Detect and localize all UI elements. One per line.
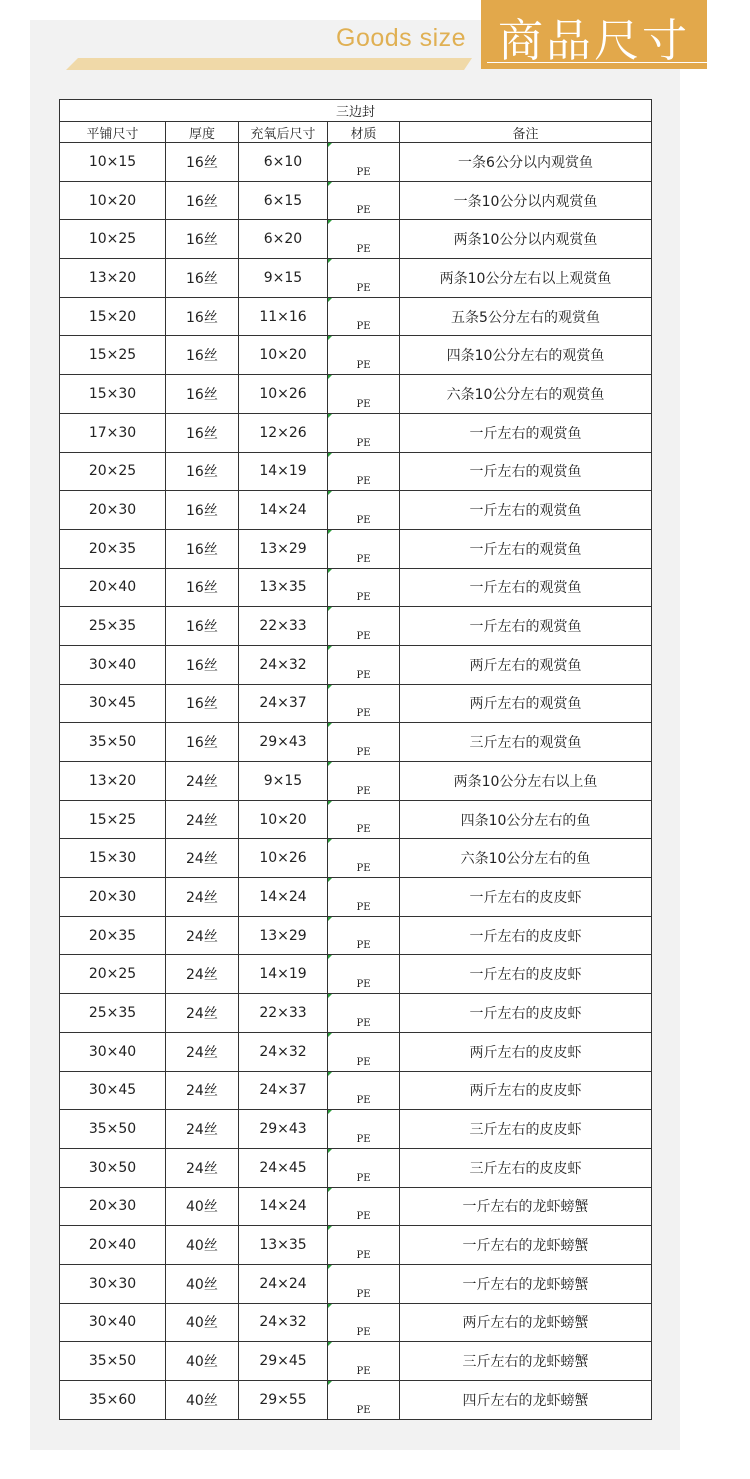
cell-thickness: 40丝: [166, 1187, 239, 1226]
material-label: PE: [356, 1017, 371, 1029]
cell-material: [328, 1148, 400, 1187]
cell-material: [328, 762, 400, 801]
cell-inflated-size: 29×43: [239, 723, 328, 762]
cell-notes: 四条10公分左右的鱼: [400, 800, 652, 839]
cell-inflated-size: 14×24: [239, 878, 328, 917]
cell-material: [328, 684, 400, 723]
cell-flat-size: 35×50: [60, 1342, 166, 1381]
cell-inflated-size: 6×20: [239, 220, 328, 259]
material-label: PE: [356, 630, 371, 642]
cell-thickness: 24丝: [166, 1110, 239, 1149]
cell-flat-size: 20×40: [60, 1226, 166, 1265]
header-material: 材质: [328, 122, 400, 143]
cell-corner-marker: [328, 1381, 332, 1385]
cell-thickness: 40丝: [166, 1381, 239, 1420]
cell-inflated-size: 13×35: [239, 568, 328, 607]
section-title-chinese: 商品尺寸: [497, 14, 690, 67]
material-label: PE: [356, 824, 371, 836]
cell-flat-size: 13×20: [60, 259, 166, 298]
table-caption: 三边封: [60, 100, 652, 122]
table-row: [60, 336, 652, 375]
cell-material: [328, 375, 400, 414]
material-label: PE: [356, 553, 371, 565]
cell-inflated-size: 24×32: [239, 1032, 328, 1071]
cell-notes: 两斤左右的龙虾螃蟹: [400, 1303, 652, 1342]
table-row: [60, 800, 652, 839]
material-label: PE: [356, 1366, 371, 1377]
cell-notes: 两斤左右的观赏鱼: [400, 684, 652, 723]
cell-flat-size: 15×20: [60, 297, 166, 336]
cell-flat-size: 10×25: [60, 220, 166, 259]
cell-flat-size: 20×30: [60, 1187, 166, 1226]
cell-corner-marker: [328, 336, 332, 340]
cell-thickness: 24丝: [166, 1071, 239, 1110]
cell-flat-size: 30×50: [60, 1148, 166, 1187]
cell-material: [328, 336, 400, 375]
cell-material: [328, 800, 400, 839]
cell-material: [328, 916, 400, 955]
cell-thickness: 24丝: [166, 994, 239, 1033]
cell-flat-size: 20×25: [60, 452, 166, 491]
cell-inflated-size: 29×45: [239, 1342, 328, 1381]
material-label: PE: [356, 166, 371, 178]
cell-inflated-size: 12×26: [239, 413, 328, 452]
cell-notes: 一斤左右的皮皮虾: [400, 994, 652, 1033]
cell-inflated-size: 13×29: [239, 916, 328, 955]
section-title-english: Goods size: [336, 24, 467, 52]
cell-corner-marker: [328, 491, 332, 495]
cell-notes: 四斤左右的龙虾螃蟹: [400, 1381, 652, 1420]
cell-corner-marker: [328, 646, 332, 650]
cell-inflated-size: 10×26: [239, 375, 328, 414]
cell-corner-marker: [328, 259, 332, 263]
header-thickness: 厚度: [166, 122, 239, 143]
cell-material: [328, 297, 400, 336]
cell-notes: 三斤左右的皮皮虾: [400, 1148, 652, 1187]
cell-notes: 一斤左右的龙虾螃蟹: [400, 1264, 652, 1303]
cell-notes: 一斤左右的龙虾螃蟹: [400, 1226, 652, 1265]
cell-thickness: 16丝: [166, 568, 239, 607]
cell-thickness: 16丝: [166, 413, 239, 452]
cell-corner-marker: [328, 1265, 332, 1269]
cell-flat-size: 35×60: [60, 1381, 166, 1420]
material-label: PE: [356, 244, 371, 256]
cell-material: [328, 1381, 400, 1420]
cell-corner-marker: [328, 530, 332, 534]
table-row: [60, 607, 652, 646]
material-label: PE: [356, 1133, 371, 1145]
cell-thickness: 40丝: [166, 1303, 239, 1342]
cell-inflated-size: 14×19: [239, 452, 328, 491]
cell-material: [328, 220, 400, 259]
cell-flat-size: 30×40: [60, 1303, 166, 1342]
cell-thickness: 16丝: [166, 452, 239, 491]
table-row: [60, 684, 652, 723]
cell-material: [328, 491, 400, 530]
cell-notes: 一条10公分以内观赏鱼: [400, 181, 652, 220]
cell-corner-marker: [328, 414, 332, 418]
table-row: [60, 1110, 652, 1149]
cell-flat-size: 15×30: [60, 839, 166, 878]
table-row: [60, 220, 652, 259]
cell-thickness: 16丝: [166, 375, 239, 414]
material-label: PE: [356, 282, 371, 294]
cell-flat-size: 15×25: [60, 336, 166, 375]
cell-notes: 三斤左右的皮皮虾: [400, 1110, 652, 1149]
table-row: [60, 1226, 652, 1265]
cell-flat-size: 20×40: [60, 568, 166, 607]
cell-thickness: 16丝: [166, 723, 239, 762]
cell-inflated-size: 24×45: [239, 1148, 328, 1187]
cell-material: [328, 413, 400, 452]
cell-corner-marker: [328, 1149, 332, 1153]
cell-flat-size: 20×30: [60, 878, 166, 917]
cell-material: [328, 878, 400, 917]
cell-material: [328, 723, 400, 762]
material-label: PE: [356, 785, 371, 797]
cell-flat-size: 10×20: [60, 181, 166, 220]
cell-material: [328, 568, 400, 607]
cell-flat-size: 30×40: [60, 645, 166, 684]
table-row: [60, 297, 652, 336]
cell-flat-size: 20×25: [60, 955, 166, 994]
material-label: PE: [356, 514, 371, 526]
cell-inflated-size: 11×16: [239, 297, 328, 336]
material-label: PE: [356, 1288, 371, 1300]
cell-corner-marker: [328, 182, 332, 186]
cell-notes: 两条10公分左右以上鱼: [400, 762, 652, 801]
table-row: [60, 994, 652, 1033]
cell-inflated-size: 22×33: [239, 607, 328, 646]
cell-corner-marker: [328, 607, 332, 611]
cell-material: [328, 645, 400, 684]
material-label: PE: [356, 1056, 371, 1068]
cell-notes: 一斤左右的皮皮虾: [400, 878, 652, 917]
material-label: PE: [356, 321, 371, 333]
header-inflated-size: 充氧后尺寸: [239, 122, 328, 143]
cell-material: [328, 839, 400, 878]
cell-thickness: 16丝: [166, 491, 239, 530]
cell-notes: 六条10公分左右的鱼: [400, 839, 652, 878]
cell-corner-marker: [328, 298, 332, 302]
cell-notes: 五条5公分左右的观赏鱼: [400, 297, 652, 336]
cell-flat-size: 30×30: [60, 1264, 166, 1303]
cell-inflated-size: 29×43: [239, 1110, 328, 1149]
cell-inflated-size: 10×20: [239, 800, 328, 839]
material-label: PE: [356, 708, 371, 720]
cell-corner-marker: [328, 839, 332, 843]
cell-thickness: 40丝: [166, 1342, 239, 1381]
cell-corner-marker: [328, 994, 332, 998]
cell-material: [328, 1226, 400, 1265]
cell-corner-marker: [328, 220, 332, 224]
cell-flat-size: 30×40: [60, 1032, 166, 1071]
material-label: PE: [356, 1211, 371, 1223]
cell-material: [328, 1071, 400, 1110]
cell-material: [328, 607, 400, 646]
cell-flat-size: 25×35: [60, 994, 166, 1033]
table-row: [60, 645, 652, 684]
cell-thickness: 24丝: [166, 878, 239, 917]
cell-thickness: 16丝: [166, 529, 239, 568]
material-label: PE: [356, 592, 371, 604]
cell-thickness: 16丝: [166, 220, 239, 259]
cell-inflated-size: 22×33: [239, 994, 328, 1033]
cell-inflated-size: 13×35: [239, 1226, 328, 1265]
cell-notes: 一斤左右的龙虾螃蟹: [400, 1187, 652, 1226]
table-row: [60, 839, 652, 878]
table-row: [60, 1032, 652, 1071]
cell-corner-marker: [328, 723, 332, 727]
cell-inflated-size: 24×37: [239, 1071, 328, 1110]
cell-material: [328, 181, 400, 220]
cell-material: [328, 1303, 400, 1342]
table-row: [60, 491, 652, 530]
table-row: [60, 878, 652, 917]
cell-material: [328, 1032, 400, 1071]
cell-thickness: 24丝: [166, 1032, 239, 1071]
cell-notes: 六条10公分左右的观赏鱼: [400, 375, 652, 414]
table-row: [60, 375, 652, 414]
cell-inflated-size: 10×26: [239, 839, 328, 878]
cell-material: [328, 994, 400, 1033]
cell-corner-marker: [328, 1226, 332, 1230]
cell-corner-marker: [328, 1188, 332, 1192]
cell-thickness: 40丝: [166, 1264, 239, 1303]
cell-thickness: 24丝: [166, 955, 239, 994]
cell-notes: 两条10公分左右以上观赏鱼: [400, 259, 652, 298]
material-label: PE: [356, 669, 371, 681]
cell-corner-marker: [328, 955, 332, 959]
material-label: PE: [356, 205, 371, 217]
cell-thickness: 40丝: [166, 1226, 239, 1265]
cell-material: [328, 1110, 400, 1149]
header-flat-size: 平铺尺寸: [60, 122, 166, 143]
material-label: PE: [356, 979, 371, 991]
cell-inflated-size: 9×15: [239, 259, 328, 298]
header-notes: 备注: [400, 122, 652, 143]
cell-notes: 一斤左右的观赏鱼: [400, 413, 652, 452]
table-row: [60, 259, 652, 298]
material-label: PE: [356, 1404, 371, 1416]
table-row: [60, 762, 652, 801]
cell-flat-size: 20×35: [60, 916, 166, 955]
cell-notes: 一斤左右的观赏鱼: [400, 607, 652, 646]
cell-flat-size: 13×20: [60, 762, 166, 801]
cell-notes: 一斤左右的皮皮虾: [400, 955, 652, 994]
cell-notes: 两斤左右的皮皮虾: [400, 1071, 652, 1110]
table-row: [60, 1071, 652, 1110]
material-label: PE: [356, 1327, 371, 1339]
cell-corner-marker: [328, 1072, 332, 1076]
cell-thickness: 24丝: [166, 1148, 239, 1187]
cell-flat-size: 20×30: [60, 491, 166, 530]
table-row: [60, 1187, 652, 1226]
cell-flat-size: 10×15: [60, 143, 166, 182]
cell-corner-marker: [328, 143, 332, 147]
cell-corner-marker: [328, 685, 332, 689]
cell-inflated-size: 24×32: [239, 1303, 328, 1342]
size-table: [59, 99, 652, 1420]
cell-notes: 一斤左右的观赏鱼: [400, 491, 652, 530]
cell-inflated-size: 13×29: [239, 529, 328, 568]
cell-corner-marker: [328, 375, 332, 379]
cell-material: [328, 452, 400, 491]
table-row: [60, 181, 652, 220]
cell-notes: 两斤左右的观赏鱼: [400, 645, 652, 684]
table-row: [60, 1148, 652, 1187]
cell-corner-marker: [328, 569, 332, 573]
cell-thickness: 24丝: [166, 839, 239, 878]
cell-thickness: 16丝: [166, 143, 239, 182]
cell-thickness: 16丝: [166, 684, 239, 723]
table-row: [60, 143, 652, 182]
material-label: PE: [356, 1172, 371, 1184]
material-label: PE: [356, 863, 371, 875]
cell-inflated-size: 14×19: [239, 955, 328, 994]
cell-inflated-size: 9×15: [239, 762, 328, 801]
cell-thickness: 16丝: [166, 336, 239, 375]
cell-corner-marker: [328, 762, 332, 766]
title-underline: [66, 58, 472, 70]
cell-inflated-size: 6×10: [239, 143, 328, 182]
cell-flat-size: 17×30: [60, 413, 166, 452]
cell-notes: 三斤左右的观赏鱼: [400, 723, 652, 762]
cell-thickness: 16丝: [166, 297, 239, 336]
cell-flat-size: 30×45: [60, 684, 166, 723]
material-label: PE: [356, 901, 371, 913]
material-label: PE: [356, 1095, 371, 1107]
table-row: [60, 1264, 652, 1303]
cell-thickness: 16丝: [166, 607, 239, 646]
cell-thickness: 24丝: [166, 762, 239, 801]
cell-flat-size: 15×30: [60, 375, 166, 414]
cell-thickness: 16丝: [166, 645, 239, 684]
cell-notes: 一斤左右的观赏鱼: [400, 568, 652, 607]
cell-material: [328, 955, 400, 994]
table-row: [60, 1381, 652, 1420]
material-label: PE: [356, 747, 371, 758]
cell-material: [328, 259, 400, 298]
table-row: [60, 1342, 652, 1381]
cell-corner-marker: [328, 1304, 332, 1308]
cell-flat-size: 25×35: [60, 607, 166, 646]
table-row: [60, 413, 652, 452]
material-label: PE: [356, 940, 371, 952]
cell-flat-size: 15×25: [60, 800, 166, 839]
cell-material: [328, 1264, 400, 1303]
cell-material: [328, 1342, 400, 1381]
cell-inflated-size: 29×55: [239, 1381, 328, 1420]
cell-notes: 两条10公分以内观赏鱼: [400, 220, 652, 259]
cell-flat-size: 30×45: [60, 1071, 166, 1110]
table-row: [60, 916, 652, 955]
material-label: PE: [356, 476, 371, 488]
cell-material: [328, 1187, 400, 1226]
cell-corner-marker: [328, 917, 332, 921]
cell-corner-marker: [328, 801, 332, 805]
cell-thickness: 16丝: [166, 259, 239, 298]
table-row: [60, 1303, 652, 1342]
cell-corner-marker: [328, 453, 332, 457]
material-label: PE: [356, 437, 371, 449]
table-row: [60, 723, 652, 762]
table-row: [60, 568, 652, 607]
table-row: [60, 452, 652, 491]
cell-notes: 两斤左右的皮皮虾: [400, 1032, 652, 1071]
cell-flat-size: 35×50: [60, 1110, 166, 1149]
table-row: [60, 955, 652, 994]
cell-corner-marker: [328, 1342, 332, 1346]
cell-notes: 三斤左右的龙虾螃蟹: [400, 1342, 652, 1381]
cell-corner-marker: [328, 1033, 332, 1037]
cell-material: [328, 143, 400, 182]
cell-thickness: 24丝: [166, 800, 239, 839]
cell-corner-marker: [328, 878, 332, 882]
cell-corner-marker: [328, 1110, 332, 1114]
cell-inflated-size: 6×15: [239, 181, 328, 220]
cell-thickness: 24丝: [166, 916, 239, 955]
cell-inflated-size: 24×24: [239, 1264, 328, 1303]
badge-frame-decoration: [487, 0, 713, 63]
cell-inflated-size: 14×24: [239, 1187, 328, 1226]
cell-flat-size: 35×50: [60, 723, 166, 762]
material-label: PE: [356, 398, 371, 410]
cell-thickness: 16丝: [166, 181, 239, 220]
cell-inflated-size: 14×24: [239, 491, 328, 530]
cell-notes: 一斤左右的观赏鱼: [400, 529, 652, 568]
cell-notes: 一斤左右的观赏鱼: [400, 452, 652, 491]
cell-notes: 一条6公分以内观赏鱼: [400, 143, 652, 182]
cell-material: [328, 529, 400, 568]
cell-notes: 一斤左右的皮皮虾: [400, 916, 652, 955]
cell-inflated-size: 24×32: [239, 645, 328, 684]
cell-inflated-size: 10×20: [239, 336, 328, 375]
material-label: PE: [356, 1249, 371, 1261]
cell-flat-size: 20×35: [60, 529, 166, 568]
table-row: [60, 529, 652, 568]
cell-inflated-size: 24×37: [239, 684, 328, 723]
material-label: PE: [356, 360, 371, 372]
cell-notes: 四条10公分左右的观赏鱼: [400, 336, 652, 375]
